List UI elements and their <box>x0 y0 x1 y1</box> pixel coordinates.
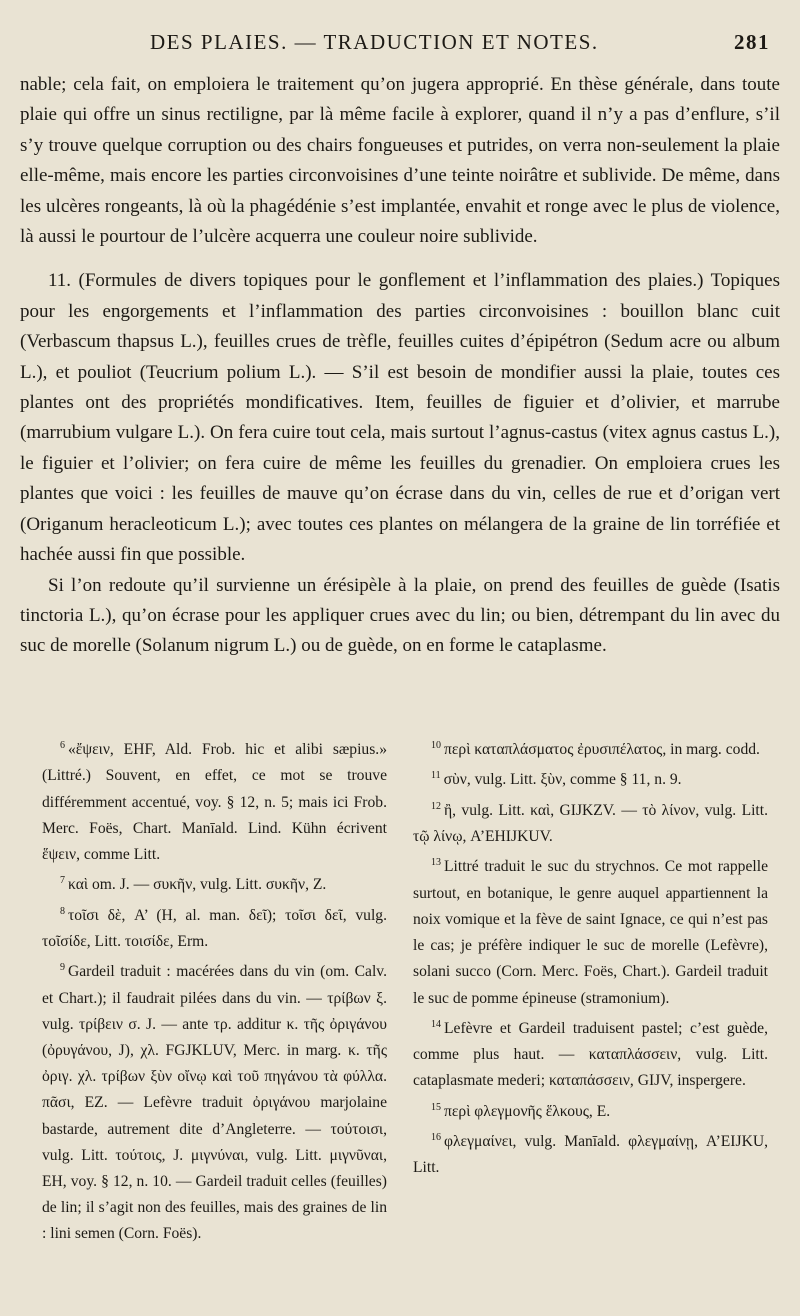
footnote <box>42 733 387 868</box>
footnote-number: 10 <box>431 740 441 751</box>
footnote-text: Littré traduit le suc du strychnos. Ce mot rappelle surtout, en botanique, le genre auquel appartiennent la noix vomique et la fève de saint Ignace, ce qui n’est pas le cas; je préfère indiquer le suc de morelle (Lefèvre), solani succo (Corn. Merc. Foës, Chart.). Gardeil traduit le suc de pomme épineuse (stramonium). <box>413 858 768 1007</box>
footnote-text: τοῖσι δὲ, A’ (H, al. man. δεῖ); τοῖσι δεῖ, vulg. τοῖσίδε, Litt. τοισίδε, Erm. <box>42 906 387 950</box>
footnote-text: Gardeil traduit : macérées dans du vin (om. Calv. et Chart.); il faudrait pilées dans du vin. — τρίβων ξ. vulg. τρίβειν σ. J. — ante τρ. additur κ. τῆς ὀριγάνου (ὀρυγάνου, J), χλ. FGJKLUV, Merc. in marg. κ. τῆς ὀριγ. χλ. τρίβων ξὺν οἴνῳ καὶ τοῦ πηγάνου τὰ φύλλα. πᾶσι, EZ. — Lefèvre traduit ὀριγάνου marjolaine bastarde, autrement dite d’Angleterre. — τούτοισι, vulg. Litt. τούτοις, J. μιγνύναι, vulg. Litt. μιγνῦναι, EH, voy. § 12, n. 10. — Gardeil traduit celles (feuilles) de lin; il s’agit non des feuilles, mais des graines de lin : lini semen (Corn. Foës). <box>42 963 387 1243</box>
footnote-number: 11 <box>431 770 441 782</box>
paragraph-continuation: nable; cela fait, on emploiera le traitement qu’on jugera approprié. En thèse générale, dans toute plaie qui offre un sinus rectiligne, par là même facile à explorer, quand il n’y a pas d’enflure, s’il s’y trouve quelque corruption ou des chairs fongueuses et putrides, on verra non-seulement la plaie elle-même, mais encore les parties circonvoisines d’une teinte noirâtre et sublivide. De même, dans les ulcères rongeants, là où la phagédénie s’est implantée, envahit et ronge avec le plus de violence, là aussi le pourtour de l’ulcère acquerra une couleur noire sublivide. <box>20 74 780 248</box>
footnote-number: 6 <box>60 740 65 751</box>
paragraph-erysipelas: Si l’on redoute qu’il survienne un érésipèle à la plaie, on prend des feuilles de guède (Isatis tinctoria L.), qu’on écrase pour les appliquer crues avec du lin; ou bien, détrempant du lin avec du suc de morelle (Solanum nigrum L.) ou de guède, on en forme le cataplasme. <box>20 574 780 657</box>
footnote <box>413 733 768 763</box>
header-title: DES PLAIES. — TRADUCTION ET NOTES. <box>150 30 599 54</box>
footnote-number: 7 <box>60 875 65 887</box>
footnote-text: σὺν, vulg. Litt. ξὺν, comme § 11, n. 9. <box>443 771 682 789</box>
footnote-text: Lefèvre et Gardeil traduisent pastel; c’est guède, comme plus haut. — καταπλάσσειν, vulg. Litt. cataplasmate mederi; καταπάσσειν, GIJV, inspergere. <box>413 1019 768 1090</box>
footnote-number: 15 <box>431 1101 441 1113</box>
footnote-number: 9 <box>60 962 65 974</box>
footnote-number: 8 <box>60 905 65 917</box>
footnote-text: καὶ om. J. — συκῆν, vulg. Litt. συκῆν, Z. <box>68 876 327 894</box>
footnote-number: 16 <box>431 1131 441 1143</box>
footnote <box>413 1125 768 1182</box>
footnote <box>413 1095 768 1125</box>
footnote-text: περὶ καταπλάσματος ἐρυσιπέλατος, in marg. codd. <box>444 741 760 759</box>
footnote-number: 14 <box>431 1018 441 1030</box>
footnote <box>42 955 387 1247</box>
footnote <box>413 850 768 1011</box>
footnote-number: 12 <box>431 800 441 812</box>
footnote <box>413 1012 768 1095</box>
footnotes-left-column <box>42 733 387 1248</box>
footnote-text: «ἔψειν, EHF, Ald. Frob. hic et alibi sæpius.» (Littré.) Souvent, en effet, ce mot se trouve différemment accentué, voy. § 12, n. 5; mais ici Frob. Merc. Foës, Chart. Manīald. Lind. Kühn écrivent ἕψειν, comme Litt. <box>42 741 387 863</box>
page-number: 281 <box>734 30 770 54</box>
running-header <box>150 30 770 60</box>
footnote <box>42 868 387 898</box>
footnote-text: περὶ φλεγμονῆς ἕλκους, E. <box>444 1102 611 1120</box>
footnote <box>42 899 387 956</box>
footnote <box>413 763 768 793</box>
footnote <box>413 794 768 851</box>
footnote-number: 13 <box>431 857 441 869</box>
footnote-text: φλεγμαίνει, vulg. Manīald. φλεγμαίνῃ, A’EIJKU, Litt. <box>413 1133 768 1177</box>
paragraph-section-11: 11. (Formules de divers topiques pour le gonflement et l’inflammation des plaies.) Topiques pour les engorgements et l’inflammation des parties circonvoisines : bouillon blanc cuit (Verbascum thapsus L.), feuilles crues de trèfle, feuilles cuites d’épipétron (Sedum acre ou album L.), et pouliot (Teucrium polium L.). — S’il est besoin de mondifier aussi la plaie, toutes ces plantes ont des propriétés mondificatives. Item, feuilles de figuier et d’olivier, et marrube (marrubium vulgare L.). On fera cuire tout cela, mais surtout l’agnus-castus (vitex agnus castus L.), le figuier et l’olivier; on fera cuire de même les feuilles du grenadier. On emploiera crues les plantes que voici : les feuilles de mauve qu’on écrase dans du vin, celles de rue et d’origan vert (Origanum heracleoticum L.); avec toutes ces plantes on mélangera de la graine de lin torréfiée et hachée aussi fin que possible. <box>20 270 780 566</box>
footnotes-right-column <box>413 733 768 1182</box>
main-text <box>20 70 780 662</box>
footnote-text: ἢ, vulg. Litt. καὶ, GIJKZV. — τὸ λίνον, vulg. Litt. τῷ λίνῳ, A’EHIJKUV. <box>413 801 768 846</box>
